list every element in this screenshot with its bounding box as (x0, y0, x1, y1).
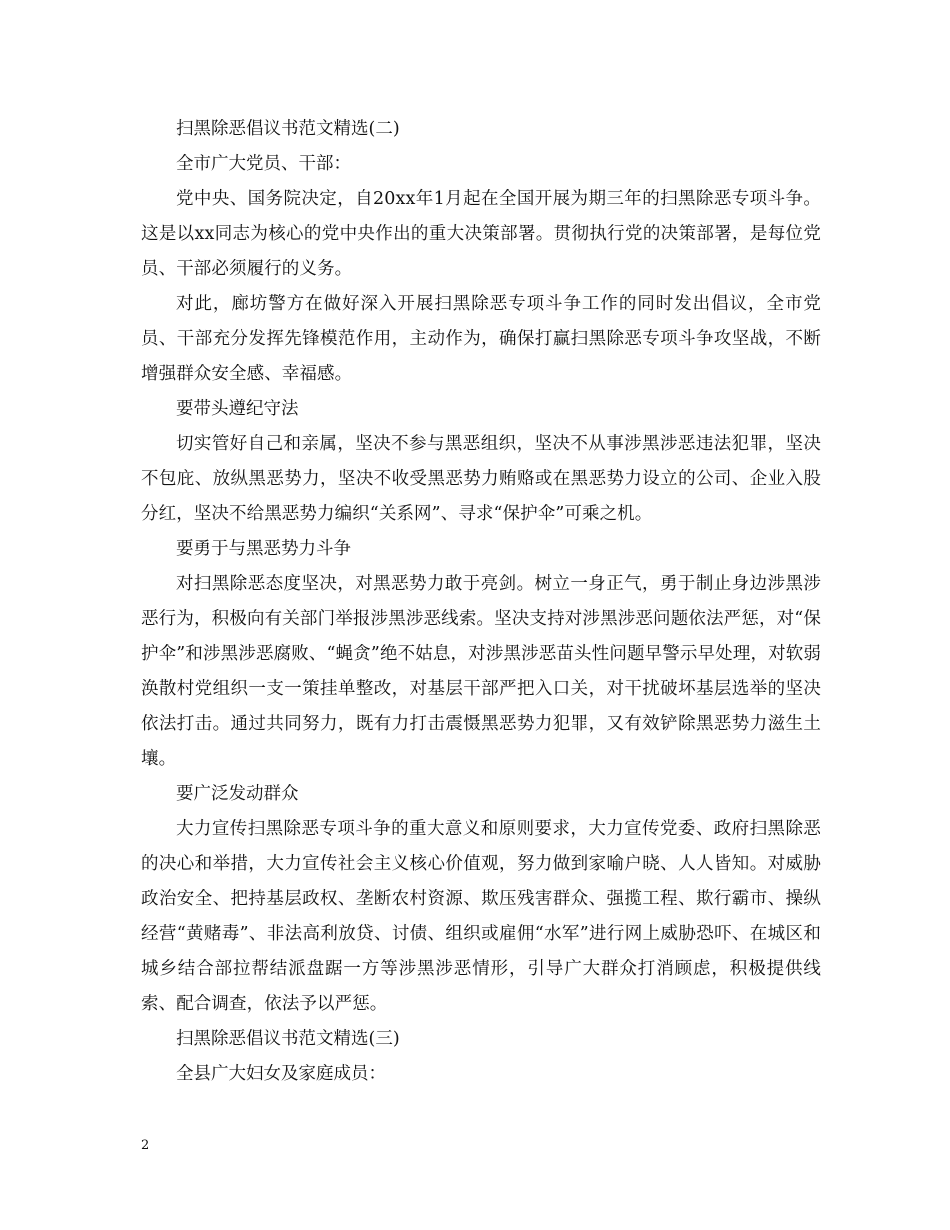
section-title: 扫黑除恶倡议书范文精选(三) (176, 1029, 400, 1049)
subheading: 要广泛发动群众 (176, 784, 299, 804)
page-number: 2 (141, 1138, 150, 1153)
section-title: 扫黑除恶倡议书范文精选(二) (176, 119, 400, 139)
body-paragraph: 党中央、国务院决定，自20xx年1月起在全国开展为期三年的扫黑除恶专项斗争。这是以xx同志为核心的党中央作出的重大决策部署。贯彻执行党的决策部署，是每位党员、干部必须履行的义务。 (141, 189, 821, 279)
salutation: 全县广大妇女及家庭成员： (176, 1064, 386, 1084)
body-paragraph: 对扫黑除恶态度坚决，对黑恶势力敢于亮剑。树立一身正气，勇于制止身边涉黑涉恶行为，积极向有关部门举报涉黑涉恶线索。坚决支持对涉黑涉恶问题依法严惩，对“保护伞”和涉黑涉恶腐败、“蝇贪”绝不姑息，对涉黑涉恶苗头性问题早警示早处理，对软弱涣散村党组织一支一策挂单整改，对基层干部严把入口关，对干扰破坏基层选举的坚决依法打击。通过共同努力，既有力打击震慑黑恶势力犯罪，又有效铲除黑恶势力滋生土壤。 (141, 574, 821, 769)
document-body (141, 112, 821, 1092)
salutation: 全市广大党员、干部： (176, 154, 351, 174)
body-paragraph: 对此，廊坊警方在做好深入开展扫黑除恶专项斗争工作的同时发出倡议，全市党员、干部充分发挥先锋模范作用，主动作为，确保打赢扫黑除恶专项斗争攻坚战，不断增强群众安全感、幸福感。 (141, 294, 821, 384)
body-paragraph: 切实管好自己和亲属，坚决不参与黑恶组织，坚决不从事涉黑涉恶违法犯罪，坚决不包庇、放纵黑恶势力，坚决不收受黑恶势力贿赂或在黑恶势力设立的公司、企业入股分红，坚决不给黑恶势力编织“关系网”、寻求“保护伞”可乘之机。 (141, 434, 821, 524)
subheading: 要勇于与黑恶势力斗争 (176, 539, 351, 559)
body-paragraph: 大力宣传扫黑除恶专项斗争的重大意义和原则要求，大力宣传党委、政府扫黑除恶的决心和举措，大力宣传社会主义核心价值观，努力做到家喻户晓、人人皆知。对威胁政治安全、把持基层政权、垄断农村资源、欺压残害群众、强揽工程、欺行霸市、操纵经营“黄赌毒”、非法高利放贷、讨债、组织或雇佣“水军”进行网上威胁恐吓、在城区和城乡结合部拉帮结派盘踞一方等涉黑涉恶情形，引导广大群众打消顾虑，积极提供线索、配合调查，依法予以严惩。 (141, 819, 821, 1014)
subheading: 要带头遵纪守法 (176, 399, 299, 419)
